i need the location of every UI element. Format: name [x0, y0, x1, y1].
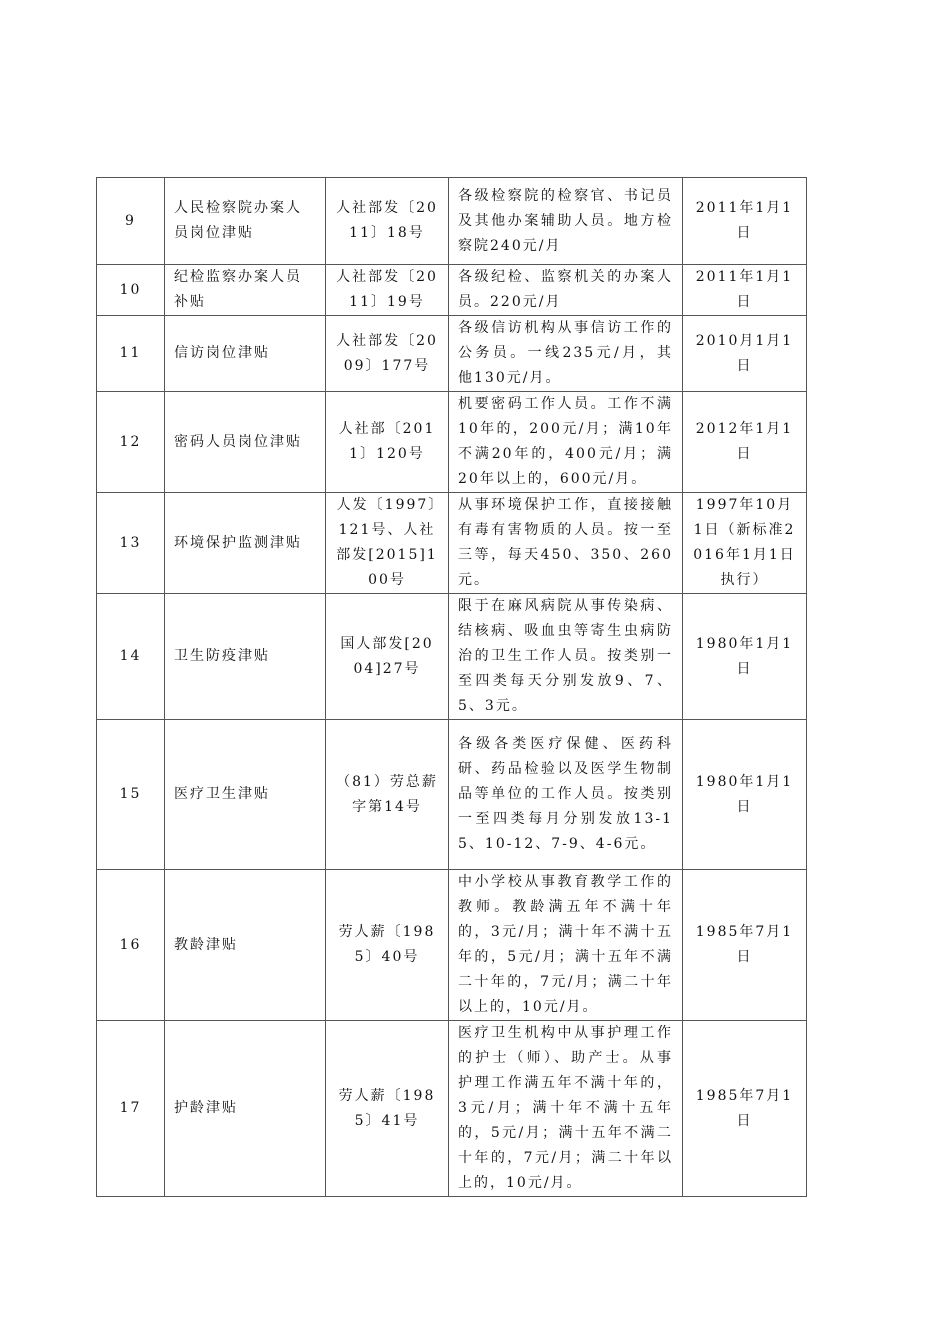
table-row	[97, 316, 807, 392]
scope-and-amount: 各级检察院的检察官、书记员及其他办案辅助人员。地方检察院240元/月	[449, 178, 683, 265]
scope-and-amount: 机要密码工作人员。工作不满10年的，200元/月；满10年不满20年的，400元/月；满20年以上的，600元/月。	[449, 392, 683, 493]
allowance-table	[96, 177, 807, 1197]
row-number: 17	[97, 1021, 165, 1197]
table-row	[97, 392, 807, 493]
row-number: 15	[97, 720, 165, 870]
row-number: 10	[97, 265, 165, 316]
policy-document: 人社部发〔2009〕177号	[326, 316, 449, 392]
effective-date: 1985年7月1日	[683, 1021, 807, 1197]
table-row	[97, 1021, 807, 1197]
effective-date: 1980年1月1日	[683, 594, 807, 720]
effective-date: 2010月1月1日	[683, 316, 807, 392]
allowance-name: 教龄津贴	[165, 870, 326, 1021]
allowance-name: 护龄津贴	[165, 1021, 326, 1197]
policy-document: 劳人薪〔1985〕40号	[326, 870, 449, 1021]
allowance-name: 人民检察院办案人员岗位津贴	[165, 178, 326, 265]
scope-and-amount: 医疗卫生机构中从事护理工作的护士（师）、助产士。从事护理工作满五年不满十年的，3元/月；满十年不满十五年的，5元/月；满十五年不满二十年的，7元/月；满二十年以上的，10元/月。	[449, 1021, 683, 1197]
row-number: 11	[97, 316, 165, 392]
table-row	[97, 493, 807, 594]
scope-and-amount: 中小学校从事教育教学工作的教师。教龄满五年不满十年的，3元/月；满十年不满十五年的，5元/月；满十五年不满二十年的，7元/月；满二十年以上的，10元/月。	[449, 870, 683, 1021]
allowance-name: 纪检监察办案人员补贴	[165, 265, 326, 316]
scope-and-amount: 各级信访机构从事信访工作的公务员。一线235元/月，其他130元/月。	[449, 316, 683, 392]
table-body	[97, 178, 807, 1197]
table-row	[97, 178, 807, 265]
allowance-name: 密码人员岗位津贴	[165, 392, 326, 493]
row-number: 13	[97, 493, 165, 594]
scope-and-amount: 从事环境保护工作，直接接触有毒有害物质的人员。按一至三等，每天450、350、260元。	[449, 493, 683, 594]
table-row	[97, 265, 807, 316]
allowance-name: 医疗卫生津贴	[165, 720, 326, 870]
scope-and-amount: 限于在麻风病院从事传染病、结核病、吸血虫等寄生虫病防治的卫生工作人员。按类别一至四类每天分别发放9、7、5、3元。	[449, 594, 683, 720]
policy-document: 人社部发〔2011〕18号	[326, 178, 449, 265]
row-number: 9	[97, 178, 165, 265]
row-number: 12	[97, 392, 165, 493]
allowance-name: 卫生防疫津贴	[165, 594, 326, 720]
allowance-name: 环境保护监测津贴	[165, 493, 326, 594]
policy-document: 人发〔1997〕121号、人社部发[2015]100号	[326, 493, 449, 594]
policy-document: 国人部发[2004]27号	[326, 594, 449, 720]
table-row	[97, 720, 807, 870]
table-row	[97, 594, 807, 720]
effective-date: 1997年10月1日（新标准2016年1月1日执行）	[683, 493, 807, 594]
effective-date: 2011年1月1日	[683, 178, 807, 265]
policy-document: （81）劳总薪字第14号	[326, 720, 449, 870]
scope-and-amount: 各级各类医疗保健、医药科研、药品检验以及医学生物制品等单位的工作人员。按类别一至四类每月分别发放13-15、10-12、7-9、4-6元。	[449, 720, 683, 870]
scope-and-amount: 各级纪检、监察机关的办案人员。220元/月	[449, 265, 683, 316]
table-row	[97, 870, 807, 1021]
row-number: 14	[97, 594, 165, 720]
effective-date: 2012年1月1日	[683, 392, 807, 493]
allowance-name: 信访岗位津贴	[165, 316, 326, 392]
row-number: 16	[97, 870, 165, 1021]
policy-document: 劳人薪〔1985〕41号	[326, 1021, 449, 1197]
policy-document: 人社部发〔2011〕19号	[326, 265, 449, 316]
effective-date: 2011年1月1日	[683, 265, 807, 316]
effective-date: 1985年7月1日	[683, 870, 807, 1021]
effective-date: 1980年1月1日	[683, 720, 807, 870]
policy-document: 人社部〔2011〕120号	[326, 392, 449, 493]
